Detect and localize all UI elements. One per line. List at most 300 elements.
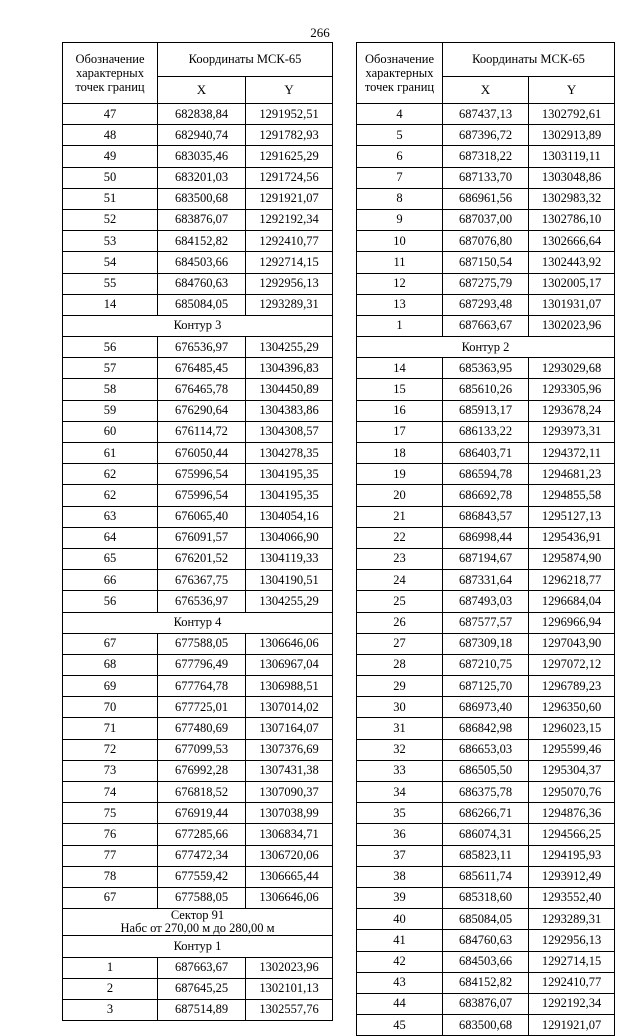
x-coordinate-cell: 684503,66 <box>158 252 246 273</box>
table-row <box>63 548 333 569</box>
section-row <box>357 337 615 358</box>
y-coordinate-cell: 1304195,35 <box>246 485 333 506</box>
x-coordinate-cell: 676536,97 <box>158 591 246 612</box>
table-row <box>357 548 615 569</box>
y-coordinate-cell: 1294566,25 <box>529 824 615 845</box>
table-row <box>63 209 333 230</box>
y-coordinate-cell: 1302101,13 <box>246 978 333 999</box>
x-coordinate-cell: 687150,54 <box>443 252 529 273</box>
point-number-cell: 20 <box>357 485 443 506</box>
table-row <box>63 252 333 273</box>
x-coordinate-cell: 676201,52 <box>158 548 246 569</box>
table-row <box>357 760 615 781</box>
y-coordinate-cell: 1296684,04 <box>529 591 615 612</box>
x-coordinate-cell: 683876,07 <box>158 209 246 230</box>
y-coordinate-cell: 1306834,71 <box>246 824 333 845</box>
table-row <box>357 273 615 294</box>
x-coordinate-cell: 687076,80 <box>443 231 529 252</box>
y-coordinate-cell: 1292714,15 <box>246 252 333 273</box>
y-coordinate-cell: 1295436,91 <box>529 527 615 548</box>
point-number-cell: 62 <box>63 464 158 485</box>
table-row <box>357 570 615 591</box>
x-coordinate-cell: 676992,28 <box>158 760 246 781</box>
table-row <box>357 527 615 548</box>
x-coordinate-cell: 687210,75 <box>443 654 529 675</box>
x-coordinate-cell: 687663,67 <box>443 315 529 336</box>
point-number-cell: 32 <box>357 739 443 760</box>
section-title-line: Контур 2 <box>461 339 510 354</box>
point-number-cell: 62 <box>63 485 158 506</box>
y-coordinate-cell: 1293289,31 <box>529 909 615 930</box>
x-coordinate-cell: 676485,45 <box>158 358 246 379</box>
point-number-cell: 73 <box>63 760 158 781</box>
y-coordinate-cell: 1291625,29 <box>246 146 333 167</box>
point-number-cell: 14 <box>357 358 443 379</box>
table-row <box>63 485 333 506</box>
table-row <box>357 485 615 506</box>
y-coordinate-cell: 1304054,16 <box>246 506 333 527</box>
x-coordinate-cell: 676367,75 <box>158 570 246 591</box>
table-body-right <box>357 104 615 1036</box>
point-number-cell: 53 <box>63 231 158 252</box>
y-coordinate-cell: 1292192,34 <box>246 209 333 230</box>
section-title-line: Набс от 270,00 м до 280,00 м <box>120 921 275 936</box>
x-coordinate-cell: 683500,68 <box>158 188 246 209</box>
point-number-cell: 70 <box>63 697 158 718</box>
point-number-cell: 67 <box>63 887 158 908</box>
y-coordinate-cell: 1296350,60 <box>529 697 615 718</box>
y-coordinate-cell: 1291921,07 <box>246 188 333 209</box>
x-coordinate-cell: 675996,54 <box>158 464 246 485</box>
y-coordinate-cell: 1304278,35 <box>246 443 333 464</box>
y-coordinate-cell: 1294372,11 <box>529 443 615 464</box>
table-row <box>357 125 615 146</box>
x-coordinate-cell: 686266,71 <box>443 803 529 824</box>
y-coordinate-cell: 1307164,07 <box>246 718 333 739</box>
y-coordinate-cell: 1293552,40 <box>529 887 615 908</box>
y-coordinate-cell: 1294855,58 <box>529 485 615 506</box>
y-coordinate-cell: 1304066,90 <box>246 527 333 548</box>
table-row <box>63 146 333 167</box>
point-number-cell: 50 <box>63 167 158 188</box>
x-coordinate-cell: 676465,78 <box>158 379 246 400</box>
table-row <box>357 739 615 760</box>
table-row <box>357 612 615 633</box>
y-coordinate-cell: 1291952,51 <box>246 104 333 125</box>
y-coordinate-cell: 1295070,76 <box>529 782 615 803</box>
x-coordinate-cell: 685913,17 <box>443 400 529 421</box>
table-row <box>357 167 615 188</box>
y-coordinate-cell: 1302023,96 <box>529 315 615 336</box>
section-title-line: Контур 1 <box>173 938 222 953</box>
table-row <box>357 104 615 125</box>
point-number-cell: 27 <box>357 633 443 654</box>
coordinates-table-right <box>356 42 615 1036</box>
table-row <box>357 676 615 697</box>
y-coordinate-cell: 1293678,24 <box>529 400 615 421</box>
point-number-cell: 67 <box>63 633 158 654</box>
x-coordinate-cell: 686375,78 <box>443 782 529 803</box>
section-title <box>63 936 333 957</box>
table-row <box>63 697 333 718</box>
table-row <box>63 464 333 485</box>
x-coordinate-cell: 677725,01 <box>158 697 246 718</box>
table-row <box>63 591 333 612</box>
table-row <box>63 337 333 358</box>
y-coordinate-cell: 1301931,07 <box>529 294 615 315</box>
table-row <box>357 358 615 379</box>
header-y: Y <box>246 77 333 104</box>
x-coordinate-cell: 676114,72 <box>158 421 246 442</box>
page-number: 266 <box>310 25 330 40</box>
y-coordinate-cell: 1294681,23 <box>529 464 615 485</box>
x-coordinate-cell: 686973,40 <box>443 697 529 718</box>
y-coordinate-cell: 1302443,92 <box>529 252 615 273</box>
table-row <box>357 993 615 1014</box>
table-row <box>357 231 615 252</box>
table-row <box>63 887 333 908</box>
x-coordinate-cell: 686594,78 <box>443 464 529 485</box>
table-row <box>357 930 615 951</box>
point-number-cell: 26 <box>357 612 443 633</box>
point-number-cell: 25 <box>357 591 443 612</box>
table-row <box>63 718 333 739</box>
header-point-label: Обозначение характерных точек границ <box>63 43 158 104</box>
point-number-cell: 38 <box>357 866 443 887</box>
y-coordinate-cell: 1295874,90 <box>529 548 615 569</box>
section-row <box>63 612 333 633</box>
point-number-cell: 11 <box>357 252 443 273</box>
point-number-cell: 57 <box>63 358 158 379</box>
table-row <box>357 146 615 167</box>
section-row <box>63 909 333 936</box>
y-coordinate-cell: 1297043,90 <box>529 633 615 654</box>
header-coordinates: Координаты МСК-65 <box>158 43 333 77</box>
table-row <box>63 803 333 824</box>
table-row <box>63 125 333 146</box>
x-coordinate-cell: 685084,05 <box>443 909 529 930</box>
x-coordinate-cell: 687493,03 <box>443 591 529 612</box>
x-coordinate-cell: 677559,42 <box>158 866 246 887</box>
table-row <box>63 570 333 591</box>
point-number-cell: 74 <box>63 782 158 803</box>
point-number-cell: 68 <box>63 654 158 675</box>
section-title-line: Контур 4 <box>173 615 222 630</box>
y-coordinate-cell: 1293912,49 <box>529 866 615 887</box>
section-title-line: Контур 3 <box>173 318 222 333</box>
y-coordinate-cell: 1294876,36 <box>529 803 615 824</box>
y-coordinate-cell: 1307038,99 <box>246 803 333 824</box>
point-number-cell: 24 <box>357 570 443 591</box>
y-coordinate-cell: 1306988,51 <box>246 676 333 697</box>
y-coordinate-cell: 1291782,93 <box>246 125 333 146</box>
header-x: X <box>158 77 246 104</box>
point-number-cell: 40 <box>357 909 443 930</box>
point-number-cell: 56 <box>63 591 158 612</box>
table-row <box>63 760 333 781</box>
section-title <box>63 315 333 336</box>
x-coordinate-cell: 684760,63 <box>443 930 529 951</box>
point-number-cell: 36 <box>357 824 443 845</box>
table-row <box>357 209 615 230</box>
y-coordinate-cell: 1293973,31 <box>529 421 615 442</box>
x-coordinate-cell: 686653,03 <box>443 739 529 760</box>
x-coordinate-cell: 685610,26 <box>443 379 529 400</box>
y-coordinate-cell: 1302557,76 <box>246 999 333 1020</box>
point-number-cell: 42 <box>357 951 443 972</box>
table-row <box>63 379 333 400</box>
table-row <box>63 676 333 697</box>
x-coordinate-cell: 685611,74 <box>443 866 529 887</box>
point-number-cell: 77 <box>63 845 158 866</box>
x-coordinate-cell: 682838,84 <box>158 104 246 125</box>
point-number-cell: 13 <box>357 294 443 315</box>
table-row <box>63 633 333 654</box>
point-number-cell: 7 <box>357 167 443 188</box>
table-row <box>63 358 333 379</box>
x-coordinate-cell: 685084,05 <box>158 294 246 315</box>
x-coordinate-cell: 687037,00 <box>443 209 529 230</box>
table-row <box>357 972 615 993</box>
x-coordinate-cell: 686133,22 <box>443 421 529 442</box>
table-row <box>357 803 615 824</box>
x-coordinate-cell: 685823,11 <box>443 845 529 866</box>
y-coordinate-cell: 1291724,56 <box>246 167 333 188</box>
table-row <box>63 273 333 294</box>
table-row <box>63 443 333 464</box>
point-number-cell: 17 <box>357 421 443 442</box>
y-coordinate-cell: 1304450,89 <box>246 379 333 400</box>
point-number-cell: 34 <box>357 782 443 803</box>
table-row <box>357 294 615 315</box>
table-row <box>357 1015 615 1036</box>
table-row <box>357 591 615 612</box>
y-coordinate-cell: 1304195,35 <box>246 464 333 485</box>
x-coordinate-cell: 686842,98 <box>443 718 529 739</box>
point-number-cell: 58 <box>63 379 158 400</box>
y-coordinate-cell: 1304383,86 <box>246 400 333 421</box>
y-coordinate-cell: 1302023,96 <box>246 957 333 978</box>
x-coordinate-cell: 687133,70 <box>443 167 529 188</box>
x-coordinate-cell: 684760,63 <box>158 273 246 294</box>
x-coordinate-cell: 687331,64 <box>443 570 529 591</box>
x-coordinate-cell: 683500,68 <box>443 1015 529 1036</box>
point-number-cell: 44 <box>357 993 443 1014</box>
y-coordinate-cell: 1291921,07 <box>529 1015 615 1036</box>
y-coordinate-cell: 1302666,64 <box>529 231 615 252</box>
y-coordinate-cell: 1304119,33 <box>246 548 333 569</box>
point-number-cell: 64 <box>63 527 158 548</box>
point-number-cell: 56 <box>63 337 158 358</box>
point-number-cell: 10 <box>357 231 443 252</box>
point-number-cell: 49 <box>63 146 158 167</box>
x-coordinate-cell: 676065,40 <box>158 506 246 527</box>
section-title <box>63 909 333 936</box>
point-number-cell: 2 <box>63 978 158 999</box>
point-number-cell: 23 <box>357 548 443 569</box>
point-number-cell: 4 <box>357 104 443 125</box>
x-coordinate-cell: 686961,56 <box>443 188 529 209</box>
x-coordinate-cell: 677796,49 <box>158 654 246 675</box>
table-row <box>357 252 615 273</box>
y-coordinate-cell: 1306646,06 <box>246 633 333 654</box>
x-coordinate-cell: 687194,67 <box>443 548 529 569</box>
point-number-cell: 41 <box>357 930 443 951</box>
y-coordinate-cell: 1307376,69 <box>246 739 333 760</box>
point-number-cell: 48 <box>63 125 158 146</box>
x-coordinate-cell: 686074,31 <box>443 824 529 845</box>
table-row <box>357 379 615 400</box>
table-row <box>357 782 615 803</box>
table-row <box>63 978 333 999</box>
header-x: X <box>443 77 529 104</box>
x-coordinate-cell: 687293,48 <box>443 294 529 315</box>
y-coordinate-cell: 1306646,06 <box>246 887 333 908</box>
x-coordinate-cell: 687645,25 <box>158 978 246 999</box>
table-row <box>357 188 615 209</box>
y-coordinate-cell: 1293305,96 <box>529 379 615 400</box>
table-row <box>63 188 333 209</box>
table-row <box>357 866 615 887</box>
point-number-cell: 51 <box>63 188 158 209</box>
point-number-cell: 5 <box>357 125 443 146</box>
x-coordinate-cell: 684152,82 <box>158 231 246 252</box>
point-number-cell: 47 <box>63 104 158 125</box>
point-number-cell: 3 <box>63 999 158 1020</box>
y-coordinate-cell: 1304255,29 <box>246 591 333 612</box>
y-coordinate-cell: 1307014,02 <box>246 697 333 718</box>
y-coordinate-cell: 1295599,46 <box>529 739 615 760</box>
table-row <box>357 824 615 845</box>
x-coordinate-cell: 685318,60 <box>443 887 529 908</box>
point-number-cell: 31 <box>357 718 443 739</box>
table-row <box>357 845 615 866</box>
table-row <box>63 400 333 421</box>
y-coordinate-cell: 1292714,15 <box>529 951 615 972</box>
x-coordinate-cell: 676818,52 <box>158 782 246 803</box>
point-number-cell: 78 <box>63 866 158 887</box>
x-coordinate-cell: 677285,66 <box>158 824 246 845</box>
x-coordinate-cell: 684503,66 <box>443 951 529 972</box>
x-coordinate-cell: 687437,13 <box>443 104 529 125</box>
y-coordinate-cell: 1296966,94 <box>529 612 615 633</box>
table-row <box>63 231 333 252</box>
point-number-cell: 30 <box>357 697 443 718</box>
y-coordinate-cell: 1302913,89 <box>529 125 615 146</box>
y-coordinate-cell: 1295304,37 <box>529 760 615 781</box>
x-coordinate-cell: 677480,69 <box>158 718 246 739</box>
point-number-cell: 16 <box>357 400 443 421</box>
y-coordinate-cell: 1292956,13 <box>529 930 615 951</box>
point-number-cell: 75 <box>63 803 158 824</box>
x-coordinate-cell: 675996,54 <box>158 485 246 506</box>
x-coordinate-cell: 683201,03 <box>158 167 246 188</box>
section-title <box>63 612 333 633</box>
y-coordinate-cell: 1307431,38 <box>246 760 333 781</box>
y-coordinate-cell: 1295127,13 <box>529 506 615 527</box>
y-coordinate-cell: 1306665,44 <box>246 866 333 887</box>
table-row <box>63 104 333 125</box>
x-coordinate-cell: 687309,18 <box>443 633 529 654</box>
section-row <box>63 936 333 957</box>
table-row <box>63 957 333 978</box>
y-coordinate-cell: 1294195,93 <box>529 845 615 866</box>
y-coordinate-cell: 1293029,68 <box>529 358 615 379</box>
table-row <box>357 443 615 464</box>
x-coordinate-cell: 686403,71 <box>443 443 529 464</box>
table-body-left <box>63 104 333 1021</box>
point-number-cell: 21 <box>357 506 443 527</box>
x-coordinate-cell: 687663,67 <box>158 957 246 978</box>
section-title <box>357 337 615 358</box>
table-row <box>357 506 615 527</box>
x-coordinate-cell: 686505,50 <box>443 760 529 781</box>
x-coordinate-cell: 687275,79 <box>443 273 529 294</box>
table-row <box>357 464 615 485</box>
point-number-cell: 12 <box>357 273 443 294</box>
x-coordinate-cell: 683876,07 <box>443 993 529 1014</box>
table-row <box>63 999 333 1020</box>
table-row <box>357 400 615 421</box>
y-coordinate-cell: 1304396,83 <box>246 358 333 379</box>
header-coordinates: Координаты МСК-65 <box>443 43 615 77</box>
table-row <box>63 654 333 675</box>
point-number-cell: 72 <box>63 739 158 760</box>
x-coordinate-cell: 683035,46 <box>158 146 246 167</box>
x-coordinate-cell: 676091,57 <box>158 527 246 548</box>
y-coordinate-cell: 1293289,31 <box>246 294 333 315</box>
coordinates-table-left <box>62 42 333 1021</box>
point-number-cell: 29 <box>357 676 443 697</box>
y-coordinate-cell: 1302983,32 <box>529 188 615 209</box>
table-row <box>357 887 615 908</box>
header-point-label: Обозначение характерных точек границ <box>357 43 443 104</box>
table-row <box>357 697 615 718</box>
header-y: Y <box>529 77 615 104</box>
x-coordinate-cell: 687125,70 <box>443 676 529 697</box>
point-number-cell: 18 <box>357 443 443 464</box>
point-number-cell: 59 <box>63 400 158 421</box>
point-number-cell: 22 <box>357 527 443 548</box>
point-number-cell: 6 <box>357 146 443 167</box>
point-number-cell: 63 <box>63 506 158 527</box>
y-coordinate-cell: 1302792,61 <box>529 104 615 125</box>
point-number-cell: 37 <box>357 845 443 866</box>
table-row <box>357 654 615 675</box>
x-coordinate-cell: 676536,97 <box>158 337 246 358</box>
x-coordinate-cell: 677099,53 <box>158 739 246 760</box>
y-coordinate-cell: 1292410,77 <box>529 972 615 993</box>
x-coordinate-cell: 676290,64 <box>158 400 246 421</box>
x-coordinate-cell: 686998,44 <box>443 527 529 548</box>
x-coordinate-cell: 676919,44 <box>158 803 246 824</box>
point-number-cell: 33 <box>357 760 443 781</box>
y-coordinate-cell: 1303048,86 <box>529 167 615 188</box>
table-row <box>63 506 333 527</box>
table-row <box>357 421 615 442</box>
x-coordinate-cell: 685363,95 <box>443 358 529 379</box>
table-row <box>63 739 333 760</box>
y-coordinate-cell: 1304255,29 <box>246 337 333 358</box>
point-number-cell: 1 <box>63 957 158 978</box>
point-number-cell: 71 <box>63 718 158 739</box>
point-number-cell: 55 <box>63 273 158 294</box>
x-coordinate-cell: 687318,22 <box>443 146 529 167</box>
y-coordinate-cell: 1296789,23 <box>529 676 615 697</box>
point-number-cell: 28 <box>357 654 443 675</box>
y-coordinate-cell: 1307090,37 <box>246 782 333 803</box>
table-row <box>357 718 615 739</box>
